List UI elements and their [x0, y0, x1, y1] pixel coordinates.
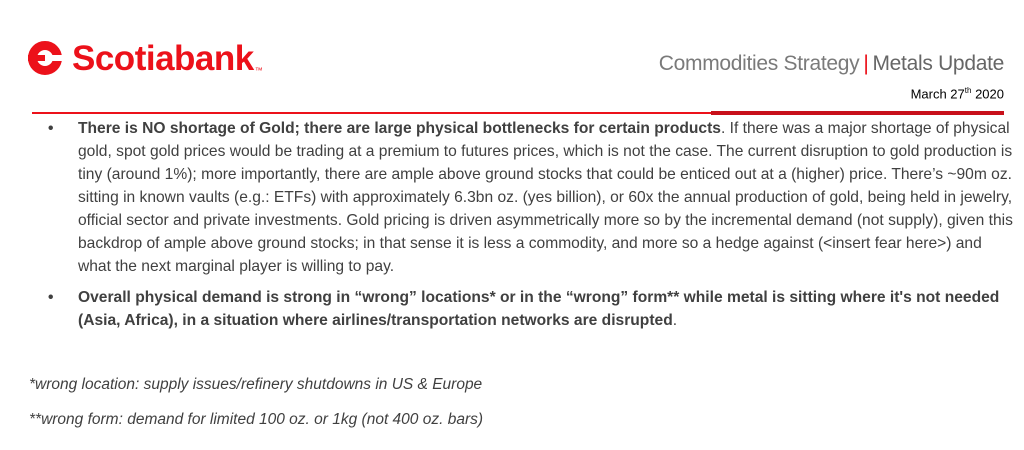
footnote-location: *wrong location: supply issues/refinery shutdowns in US & Europe — [29, 376, 483, 393]
title-separator: | — [863, 52, 869, 75]
bullet-icon: • — [48, 289, 54, 306]
bullet-text: . — [672, 312, 678, 329]
scotiabank-logo — [28, 38, 263, 78]
bullet-icon: • — [48, 120, 54, 137]
footnote-form: **wrong form: demand for limited 100 oz. or 1kg (not 400 oz. bars) — [29, 411, 484, 428]
date-day: March 27 — [910, 86, 965, 102]
date-year: 2020 — [971, 86, 1004, 102]
scotiabank-s-icon — [28, 38, 62, 78]
brand-name: Scotiabank — [72, 38, 254, 78]
bullet-heading: There is NO shortage of Gold; there are large physical bottlenecks for certain products — [78, 120, 721, 137]
bullet-item — [48, 117, 1014, 278]
bullet-item — [48, 286, 1014, 332]
report-category: Commodities Strategy — [658, 52, 860, 75]
header-rule-accent — [711, 111, 1004, 115]
report-title — [659, 52, 1004, 76]
body-content — [48, 117, 1014, 340]
report-date — [911, 86, 1004, 101]
trademark: ™ — [254, 66, 263, 75]
bullet-heading: Overall physical demand is strong in “wrong” locations* or in the “wrong” form** while metal is sitting where it's not needed (Asia, Africa), in a situation where airlines/transportation networks are disrupted — [78, 289, 1000, 329]
report-section: Metals Update — [872, 52, 1004, 75]
bullet-text: . If there was a major shortage of physical gold, spot gold prices would be trading at a premium to futures prices, which is not the case. The current disruption to gold production is tiny (around 1%); more importantly, there are ample above ground stocks that could be enticed out at a (higher) price. There’s ~90m oz. sitting in known vaults (e.g.: ETFs) with approximately 6.3bn oz. (yes billion), or 60x the annual production of gold, being held in jewelry, official sector and private investments. Gold pricing is driven asymmetrically more so by the incremental demand (not supply), given this backdrop of ample above ground stocks; in that sense it is less a commodity, and more so a hedge against (<insert fear here>) and what the next marginal player is willing to pay. — [78, 120, 1013, 275]
date-suffix: th — [964, 86, 972, 95]
